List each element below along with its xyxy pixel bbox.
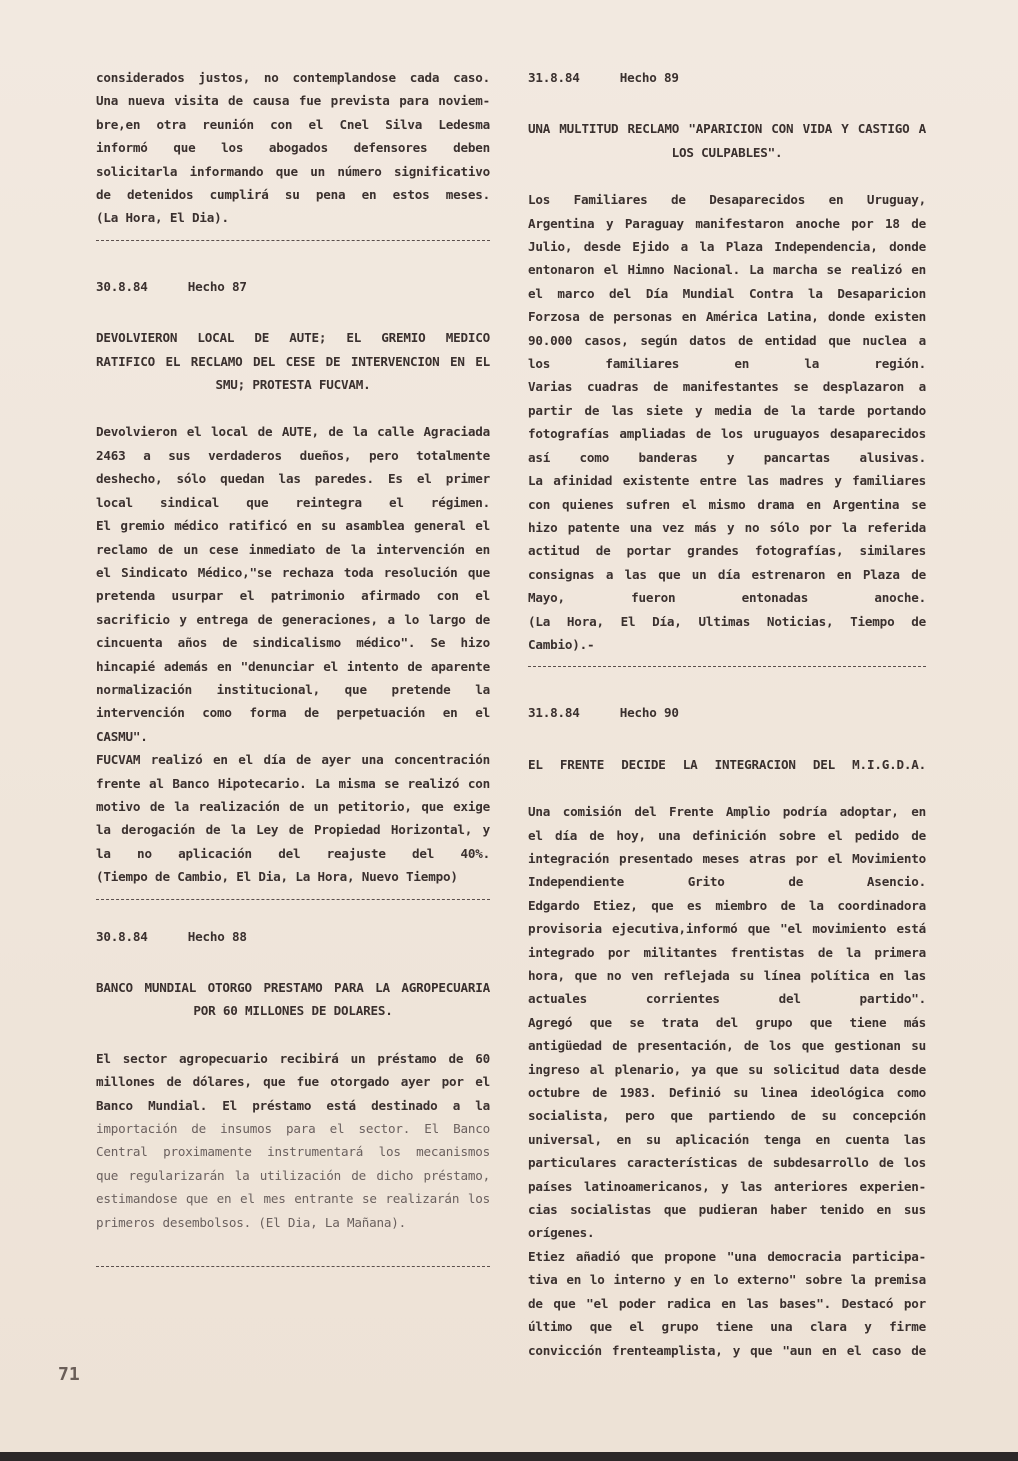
text-line: millones de dólares, que fue otorgado ayer por el: [96, 1074, 490, 1090]
entry-title-90: [528, 753, 926, 776]
text-line: socialista, pero que partiendo de su concepción: [528, 1108, 926, 1124]
entry-title-89: [528, 117, 926, 164]
entry-label: Hecho 90: [619, 705, 679, 721]
text-line: cincuenta años de sindicalismo médico". Se hizo: [96, 635, 490, 651]
entry-title-87: [96, 326, 490, 396]
text-line: particulares características de subdesarrollo de los: [528, 1155, 926, 1171]
text-line: así como banderas y pancartas alusivas.: [528, 449, 926, 465]
text-line: normalización institucional, que pretende la: [96, 681, 490, 697]
title-line: DEVOLVIERON LOCAL DE AUTE; EL GREMIO MEDICO: [96, 330, 490, 346]
text-line: FUCVAM realizó en el día de ayer una concentración: [96, 752, 490, 768]
entry-body-89: [528, 188, 926, 656]
text-line: último que el grupo tiene una clara y firme: [528, 1319, 926, 1335]
text-line: reclamo de un cese inmediato de la intervención en: [96, 541, 490, 557]
text-line: que regularizarán la utilización de dicho préstamo,: [96, 1167, 490, 1183]
text-line: (La Hora, El Día, Ultimas Noticias, Tiempo de: [528, 613, 926, 629]
text-line: Los Familiares de Desaparecidos en Uruguay,: [528, 192, 926, 208]
text-line: entonaron el Himno Nacional. La marcha se realizó en: [528, 262, 926, 278]
scan-bottom-edge: [0, 1452, 1018, 1461]
text-line: deshecho, sólo quedan las paredes. Es el primer: [96, 471, 490, 487]
entry-label: Hecho 88: [187, 928, 247, 944]
text-line: informó que los abogados defensores deben: [96, 140, 490, 156]
entry-label: Hecho 89: [619, 70, 679, 85]
text-line: consignas a las que un día estrenaron en Plaza de: [528, 566, 926, 582]
text-line: Central proximamente instrumentará los mecanismos: [96, 1144, 490, 1160]
title-line: LOS CULPABLES".: [671, 144, 783, 160]
text-line: Independiente Grito de Asencio.: [528, 874, 926, 890]
text-line: universal, en su aplicación tenga en cuenta las: [528, 1131, 926, 1147]
text-line: integración presentado meses atras por el Movimiento: [528, 850, 926, 866]
entry-header-87: [96, 275, 490, 298]
entry-date: 30.8.84: [96, 928, 148, 944]
text-line: Una nueva visita de causa fue prevista para noviem-: [96, 93, 490, 109]
text-line: (La Hora, El Dia).: [96, 210, 229, 226]
title-line: SMU; PROTESTA FUCVAM.: [215, 377, 371, 393]
text-line: de que "el poder radica en las bases". Destacó por: [528, 1295, 926, 1311]
entry-body-88: [96, 1047, 490, 1234]
entry-header-88: [96, 925, 490, 948]
text-line: La afinidad existente entre las madres y familiares: [528, 473, 926, 489]
entry-header-89: [528, 66, 926, 89]
separator-line: [96, 240, 490, 241]
text-line: actitud de portar grandes fotografías, similares: [528, 543, 926, 559]
left-column: [96, 66, 490, 1278]
text-line: convicción frenteamplista, y que "aun en el caso de: [528, 1342, 926, 1358]
text-line: local sindical que reintegra el régimen.: [96, 494, 490, 510]
text-line: la no aplicación del reajuste del 40%.: [96, 845, 490, 861]
text-line: el Sindicato Médico,"se rechaza toda resolución que: [96, 564, 490, 580]
right-column: [528, 66, 926, 1362]
text-line: Argentina y Paraguay manifestaron anoche por 18 de: [528, 215, 926, 231]
text-line: pretenda usurpar el patrimonio afirmado con el: [96, 588, 490, 604]
text-line: (Tiempo de Cambio, El Dia, La Hora, Nuevo Tiempo): [96, 869, 458, 885]
text-line: El sector agropecuario recibirá un préstamo de 60: [96, 1050, 490, 1066]
text-line: Devolvieron el local de AUTE, de la calle Agraciada: [96, 424, 490, 440]
text-line: integrado por militantes frentistas de la primera: [528, 944, 926, 960]
text-line: provisoria ejecutiva,informó que "el movimiento está: [528, 921, 926, 937]
entry-body-87: [96, 420, 490, 888]
text-line: intervención como forma de perpetuación en el: [96, 705, 490, 721]
text-line: Una comisión del Frente Amplio podría adoptar, en: [528, 804, 926, 820]
text-line: hincapié además en "denunciar el intento de aparente: [96, 658, 490, 674]
entry-label: Hecho 87: [187, 278, 247, 294]
text-line: la derogación de la Ley de Propiedad Horizontal, y: [96, 822, 490, 838]
text-line: los familiares en la región.: [528, 356, 926, 372]
text-line: hizo patente una vez más y no sólo por la referida: [528, 519, 926, 535]
text-line: Cambio).-: [528, 636, 595, 652]
separator-line: [96, 899, 490, 900]
text-line: Agregó que se trata del grupo que tiene más: [528, 1014, 926, 1030]
entry-date: 31.8.84: [528, 705, 580, 721]
text-line: con quienes sufren el mismo drama en Argentina se: [528, 496, 926, 512]
text-line: el día de hoy, una definición sobre el pedido de: [528, 827, 926, 843]
text-line: Julio, desde Ejido a la Plaza Independencia, donde: [528, 239, 926, 255]
text-line: considerados justos, no contemplandose cada caso.: [96, 70, 490, 85]
entry-header-90: [528, 701, 926, 724]
text-line: Mayo, fueron entonadas anoche.: [528, 590, 926, 606]
text-line: actuales corrientes del partido".: [528, 991, 926, 1007]
title-line: RATIFICO EL RECLAMO DEL CESE DE INTERVENCION EN EL: [96, 353, 490, 369]
text-line: solicitarla informando que un número significativo: [96, 163, 490, 179]
text-line: fotografías ampliadas de los uruguayos desaparecidos: [528, 426, 926, 442]
separator-line: [528, 666, 926, 667]
text-line: Etiez añadió que propone "una democracia participa-: [528, 1248, 926, 1264]
title-line: BANCO MUNDIAL OTORGO PRESTAMO PARA LA AGROPECUARIA: [96, 980, 490, 995]
title-line: UNA MULTITUD RECLAMO "APARICION CON VIDA Y CASTIGO A: [528, 121, 926, 137]
entry-date: 30.8.84: [96, 278, 148, 294]
text-line: frente al Banco Hipotecario. La misma se realizó con: [96, 775, 490, 791]
text-line: 90.000 casos, según datos de entidad que nuclea a: [528, 332, 926, 348]
entry-date: 31.8.84: [528, 70, 580, 85]
separator-line: [96, 1266, 490, 1267]
text-line: primeros desembolsos. (El Dia, La Mañana).: [96, 1214, 407, 1230]
text-line: El gremio médico ratificó en su asamblea general el: [96, 518, 490, 534]
entry-title-88: [96, 976, 490, 1023]
text-line: Banco Mundial. El préstamo está destinado a la: [96, 1097, 490, 1113]
text-line: octubre de 1983. Definió su linea ideológica como: [528, 1085, 926, 1101]
text-line: partir de las siete y media de la tarde portando: [528, 402, 926, 418]
text-line: orígenes.: [528, 1225, 595, 1241]
text-line: tiva en lo interno y en lo externo" sobre la premisa: [528, 1272, 926, 1288]
text-line: estimandose que en el mes entrante se realizarán los: [96, 1191, 490, 1207]
text-line: países latinoamericanos, y las anteriores experien-: [528, 1178, 926, 1194]
text-line: hora, que no ven reflejada su línea política en las: [528, 968, 926, 983]
text-line: motivo de la realización de un petitorio, que exige: [96, 798, 490, 814]
title-line: POR 60 MILLONES DE DOLARES.: [193, 1003, 393, 1019]
text-line: el marco del Día Mundial Contra la Desaparicion: [528, 285, 926, 301]
text-line: CASMU".: [96, 728, 148, 744]
text-line: Varias cuadras de manifestantes se desplazaron a: [528, 379, 926, 395]
page-number: 71: [58, 1364, 80, 1385]
continuation-paragraph: [96, 66, 490, 230]
text-line: cias socialistas que pudieran haber tenido en sus: [528, 1202, 926, 1218]
text-line: sacrificio y entrega de generaciones, a lo largo de: [96, 611, 490, 627]
text-line: importación de insumos para el sector. El Banco: [96, 1121, 490, 1137]
text-line: de detenidos cumplirá su pena en estos meses.: [96, 187, 490, 203]
title-line: EL FRENTE DECIDE LA INTEGRACION DEL M.I.G.D.A.: [528, 756, 926, 772]
text-line: bre,en otra reunión con el Cnel Silva Ledesma: [96, 116, 490, 132]
text-line: Forzosa de personas en América Latina, donde existen: [528, 309, 926, 325]
text-line: 2463 a sus verdaderos dueños, pero totalmente: [96, 447, 490, 463]
text-line: ingreso al plenario, ya que su solicitud data desde: [528, 1061, 926, 1077]
text-line: Edgardo Etiez, que es miembro de la coordinadora: [528, 897, 926, 913]
entry-body-90: [528, 800, 926, 1362]
text-line: antigüedad de presentación, de los que gestionan su: [528, 1038, 926, 1054]
